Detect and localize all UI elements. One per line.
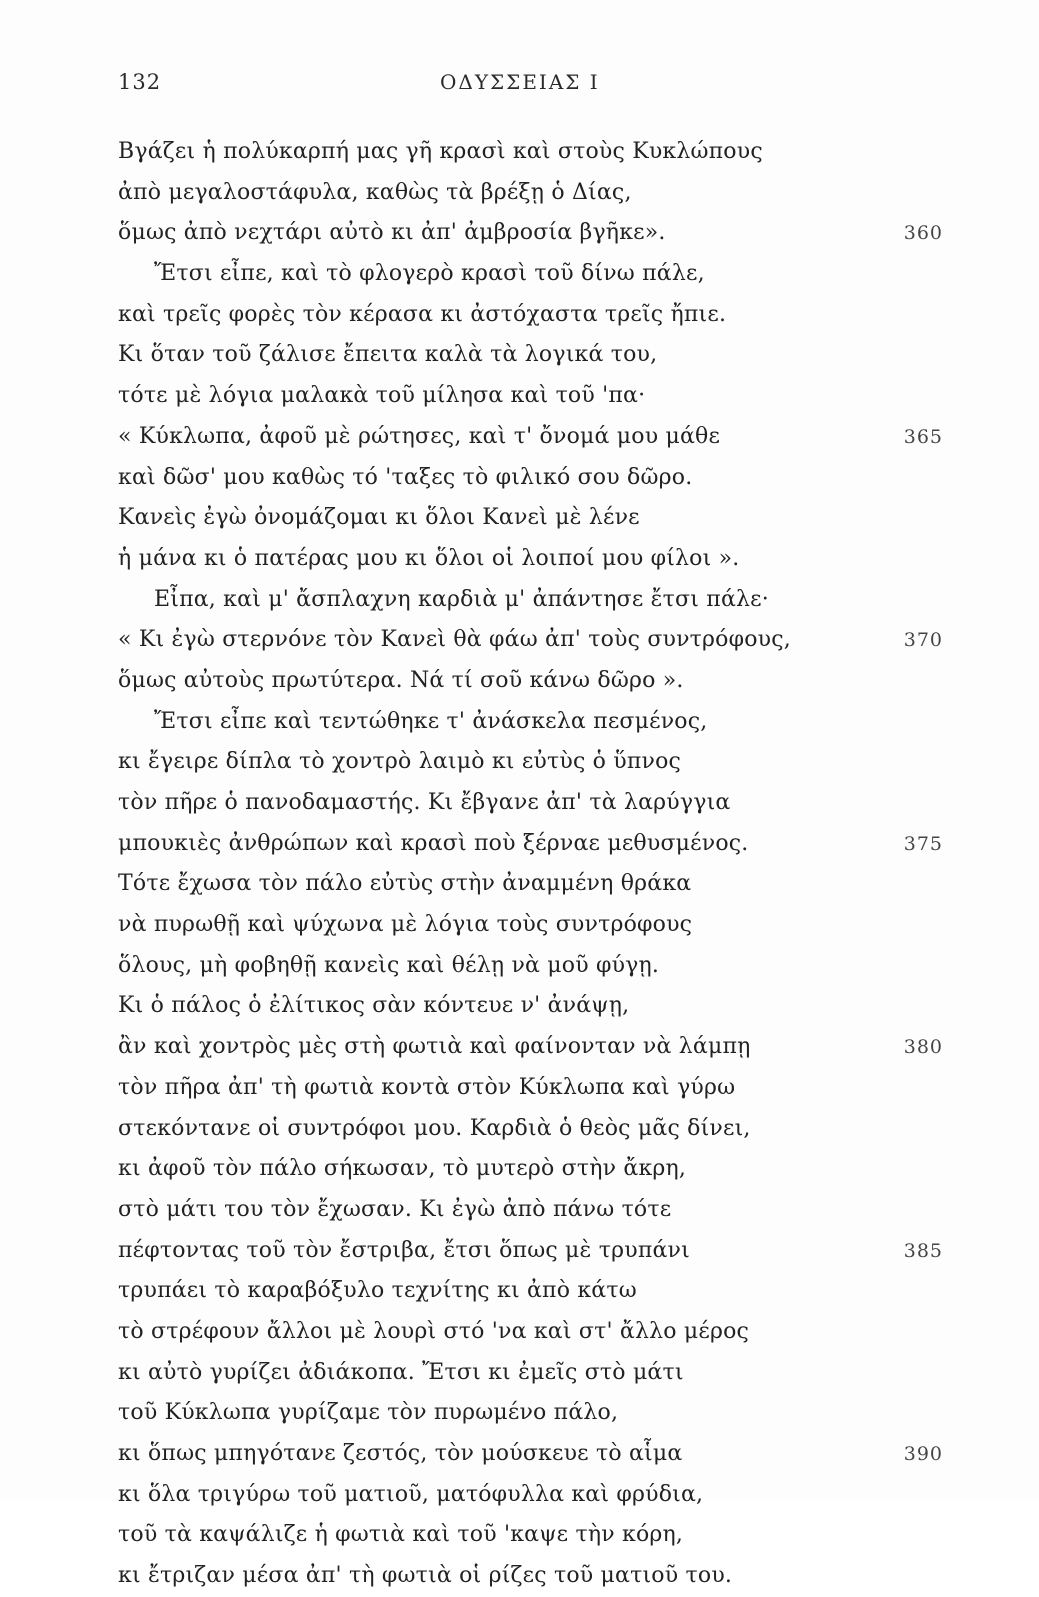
verse-text: Ἔτσι εἶπε, καὶ τὸ φλογερὸ κρασὶ τοῦ δίνω πάλε, xyxy=(154,261,705,287)
verse-text: Βγάζει ἡ πολύκαρπή μας γῆ κρασὶ καὶ στοὺς Κυκλώπους xyxy=(118,139,763,164)
verse-line xyxy=(118,1231,943,1272)
verse-line xyxy=(118,946,918,987)
verse-text: τότε μὲ λόγια μαλακὰ τοῦ μίλησα καὶ τοῦ 'πα· xyxy=(118,383,646,409)
verse-line xyxy=(118,742,918,783)
page-number: 132 xyxy=(118,70,162,94)
verse-text: κι αὐτὸ γυρίζει ἀδιάκοπα. Ἔτσι κι ἐμεῖς στὸ μάτι xyxy=(118,1359,684,1385)
verse-text: Τότε ἔχωσα τὸν πάλο εὐτὺς στὴν ἀναμμένη θράκα xyxy=(118,871,692,897)
line-number: 385 xyxy=(903,1239,943,1262)
verse-line xyxy=(118,254,918,295)
verse-text: κι ὅπως μπηγότανε ζεστός, τὸν μούσκευε τὸ αἷμα xyxy=(118,1441,683,1466)
verse-line xyxy=(118,1190,918,1231)
verse-text: ἡ μάνα κι ὁ πατέρας μου κι ὅλοι οἱ λοιποί μου φίλοι ». xyxy=(118,545,740,571)
verse-text: μπουκιὲς ἀνθρώπων καὶ κρασὶ ποὺ ξέρναε μεθυσμένος. xyxy=(118,830,749,856)
verse-line xyxy=(118,1475,918,1516)
verse-text: ὅμως αὐτοὺς πρωτύτερα. Νά τί σοῦ κάνω δῶρο ». xyxy=(118,667,684,693)
verse-line xyxy=(118,1068,918,1109)
verse-line xyxy=(118,1434,943,1475)
verse-line xyxy=(118,376,918,417)
verse-line xyxy=(118,1149,918,1190)
verse-line xyxy=(118,173,918,214)
verse-text: κι ἔγειρε δίπλα τὸ χοντρὸ λαιμὸ κι εὐτὺς ὁ ὕπνος xyxy=(118,749,682,775)
verse-line xyxy=(118,580,918,621)
verse-text: Κι ὅταν τοῦ ζάλισε ἔπειτα καλὰ τὰ λογικά του, xyxy=(118,342,658,368)
verse-line xyxy=(118,1109,918,1150)
running-head: ΟΔΥΣΣΕΙΑΣ Ι xyxy=(440,70,600,94)
page-header xyxy=(118,70,918,102)
verse-text: ὅλους, μὴ φοβηθῇ κανεὶς καὶ θέλῃ νὰ μοῦ φύγῃ. xyxy=(118,952,660,978)
verse-line xyxy=(118,1515,918,1556)
verse-line xyxy=(118,661,918,702)
verse-text: ὅμως ἀπὸ νεχτάρι αὐτὸ κι ἀπ' ἀμβροσία βγῆκε». xyxy=(118,220,666,246)
verse-text: τὸν πῆρα ἀπ' τὴ φωτιὰ κοντὰ στὸν Κύκλωπα καὶ γύρω xyxy=(118,1074,736,1100)
verse-line xyxy=(118,986,918,1027)
verse-line xyxy=(118,335,918,376)
line-number: 390 xyxy=(903,1443,943,1465)
verse-line xyxy=(118,1271,918,1312)
line-number: 365 xyxy=(903,425,943,448)
verse-line xyxy=(118,1393,918,1434)
verse-text: ἀπὸ μεγαλοστάφυλα, καθὼς τὰ βρέξῃ ὁ Δίας, xyxy=(118,179,632,205)
verse-text: καὶ δῶσ' μου καθὼς τό 'ταξες τὸ φιλικό σου δῶρο. xyxy=(118,464,693,490)
verse-line xyxy=(118,417,943,458)
verse-text: Κανεὶς ἐγὼ ὀνομάζομαι κι ὅλοι Κανεὶ μὲ λένε xyxy=(118,505,640,531)
verse-text: τοῦ Κύκλωπα γυρίζαμε τὸν πυρωμένο πάλο, xyxy=(118,1400,619,1426)
line-number: 375 xyxy=(903,832,943,855)
verse-text: κι ὅλα τριγύρω τοῦ ματιοῦ, ματόφυλλα καὶ φρύδια, xyxy=(118,1481,704,1507)
verse-line xyxy=(118,864,918,905)
poem-text xyxy=(118,132,943,1597)
verse-text: ἂν καὶ χοντρὸς μὲς στὴ φωτιὰ καὶ φαίνονταν νὰ λάμπῃ xyxy=(118,1034,751,1060)
verse-text: Ἔτσι εἶπε καὶ τεντώθηκε τ' ἀνάσκελα πεσμένος, xyxy=(154,708,708,734)
verse-line xyxy=(118,905,918,946)
verse-line xyxy=(118,824,943,865)
verse-text: τρυπάει τὸ καραβόξυλο τεχνίτης κι ἀπὸ κάτω xyxy=(118,1278,637,1304)
verse-text: « Κύκλωπα, ἀφοῦ μὲ ρώτησες, καὶ τ' ὄνομά μου μάθε xyxy=(118,423,721,449)
verse-text: τὸν πῆρε ὁ πανοδαμαστής. Κι ἔβγανε ἀπ' τὰ λαρύγγια xyxy=(118,790,731,815)
verse-text: τὸ στρέφουν ἄλλοι μὲ λουρὶ στό 'να καὶ στ' ἄλλο μέρος xyxy=(118,1318,750,1344)
verse-text: « Κι ἐγὼ στερνόνε τὸν Κανεὶ θὰ φάω ἀπ' τοὺς συντρόφους, xyxy=(118,627,791,653)
line-number: 360 xyxy=(903,222,943,245)
verse-line xyxy=(118,620,943,661)
verse-line xyxy=(118,1353,918,1394)
verse-line xyxy=(118,458,918,499)
verse-text: κι ἔτριζαν μέσα ἀπ' τὴ φωτιὰ οἱ ρίζες τοῦ ματιοῦ του. xyxy=(118,1563,733,1589)
verse-line xyxy=(118,539,918,580)
verse-text: πέφτοντας τοῦ τὸν ἔστριβα, ἔτσι ὅπως μὲ τρυπάνι xyxy=(118,1237,690,1263)
verse-line xyxy=(118,498,918,539)
line-number: 380 xyxy=(903,1036,943,1059)
verse-line xyxy=(118,132,918,173)
verse-text: καὶ τρεῖς φορὲς τὸν κέρασα κι ἀστόχαστα τρεῖς ἤπιε. xyxy=(118,301,727,327)
verse-text: Εἶπα, καὶ μ' ἄσπλαχνη καρδιὰ μ' ἀπάντησε ἔτσι πάλε· xyxy=(154,586,769,612)
verse-line xyxy=(118,213,943,254)
verse-text: Κι ὁ πάλος ὁ ἐλίτικος σὰν κόντευε ν' ἀνάψῃ, xyxy=(118,993,630,1019)
verse-text: κι ἀφοῦ τὸν πάλο σήκωσαν, τὸ μυτερὸ στὴν ἄκρη, xyxy=(118,1156,687,1182)
verse-line xyxy=(118,783,918,824)
verse-text: στεκόντανε οἱ συντρόφοι μου. Καρδιὰ ὁ θεὸς μᾶς δίνει, xyxy=(118,1115,751,1141)
verse-line xyxy=(118,702,918,743)
verse-line xyxy=(118,1312,918,1353)
verse-line xyxy=(118,295,918,336)
verse-text: νὰ πυρωθῇ καὶ ψύχωνα μὲ λόγια τοὺς συντρόφους xyxy=(118,912,693,938)
verse-line xyxy=(118,1027,943,1068)
verse-text: στὸ μάτι του τὸν ἔχωσαν. Κι ἐγὼ ἀπὸ πάνω τότε xyxy=(118,1196,672,1222)
verse-text: τοῦ τὰ καψάλιζε ἡ φωτιὰ καὶ τοῦ 'καψε τὴν κόρη, xyxy=(118,1522,684,1548)
line-number: 370 xyxy=(903,629,943,652)
verse-line xyxy=(118,1556,918,1597)
